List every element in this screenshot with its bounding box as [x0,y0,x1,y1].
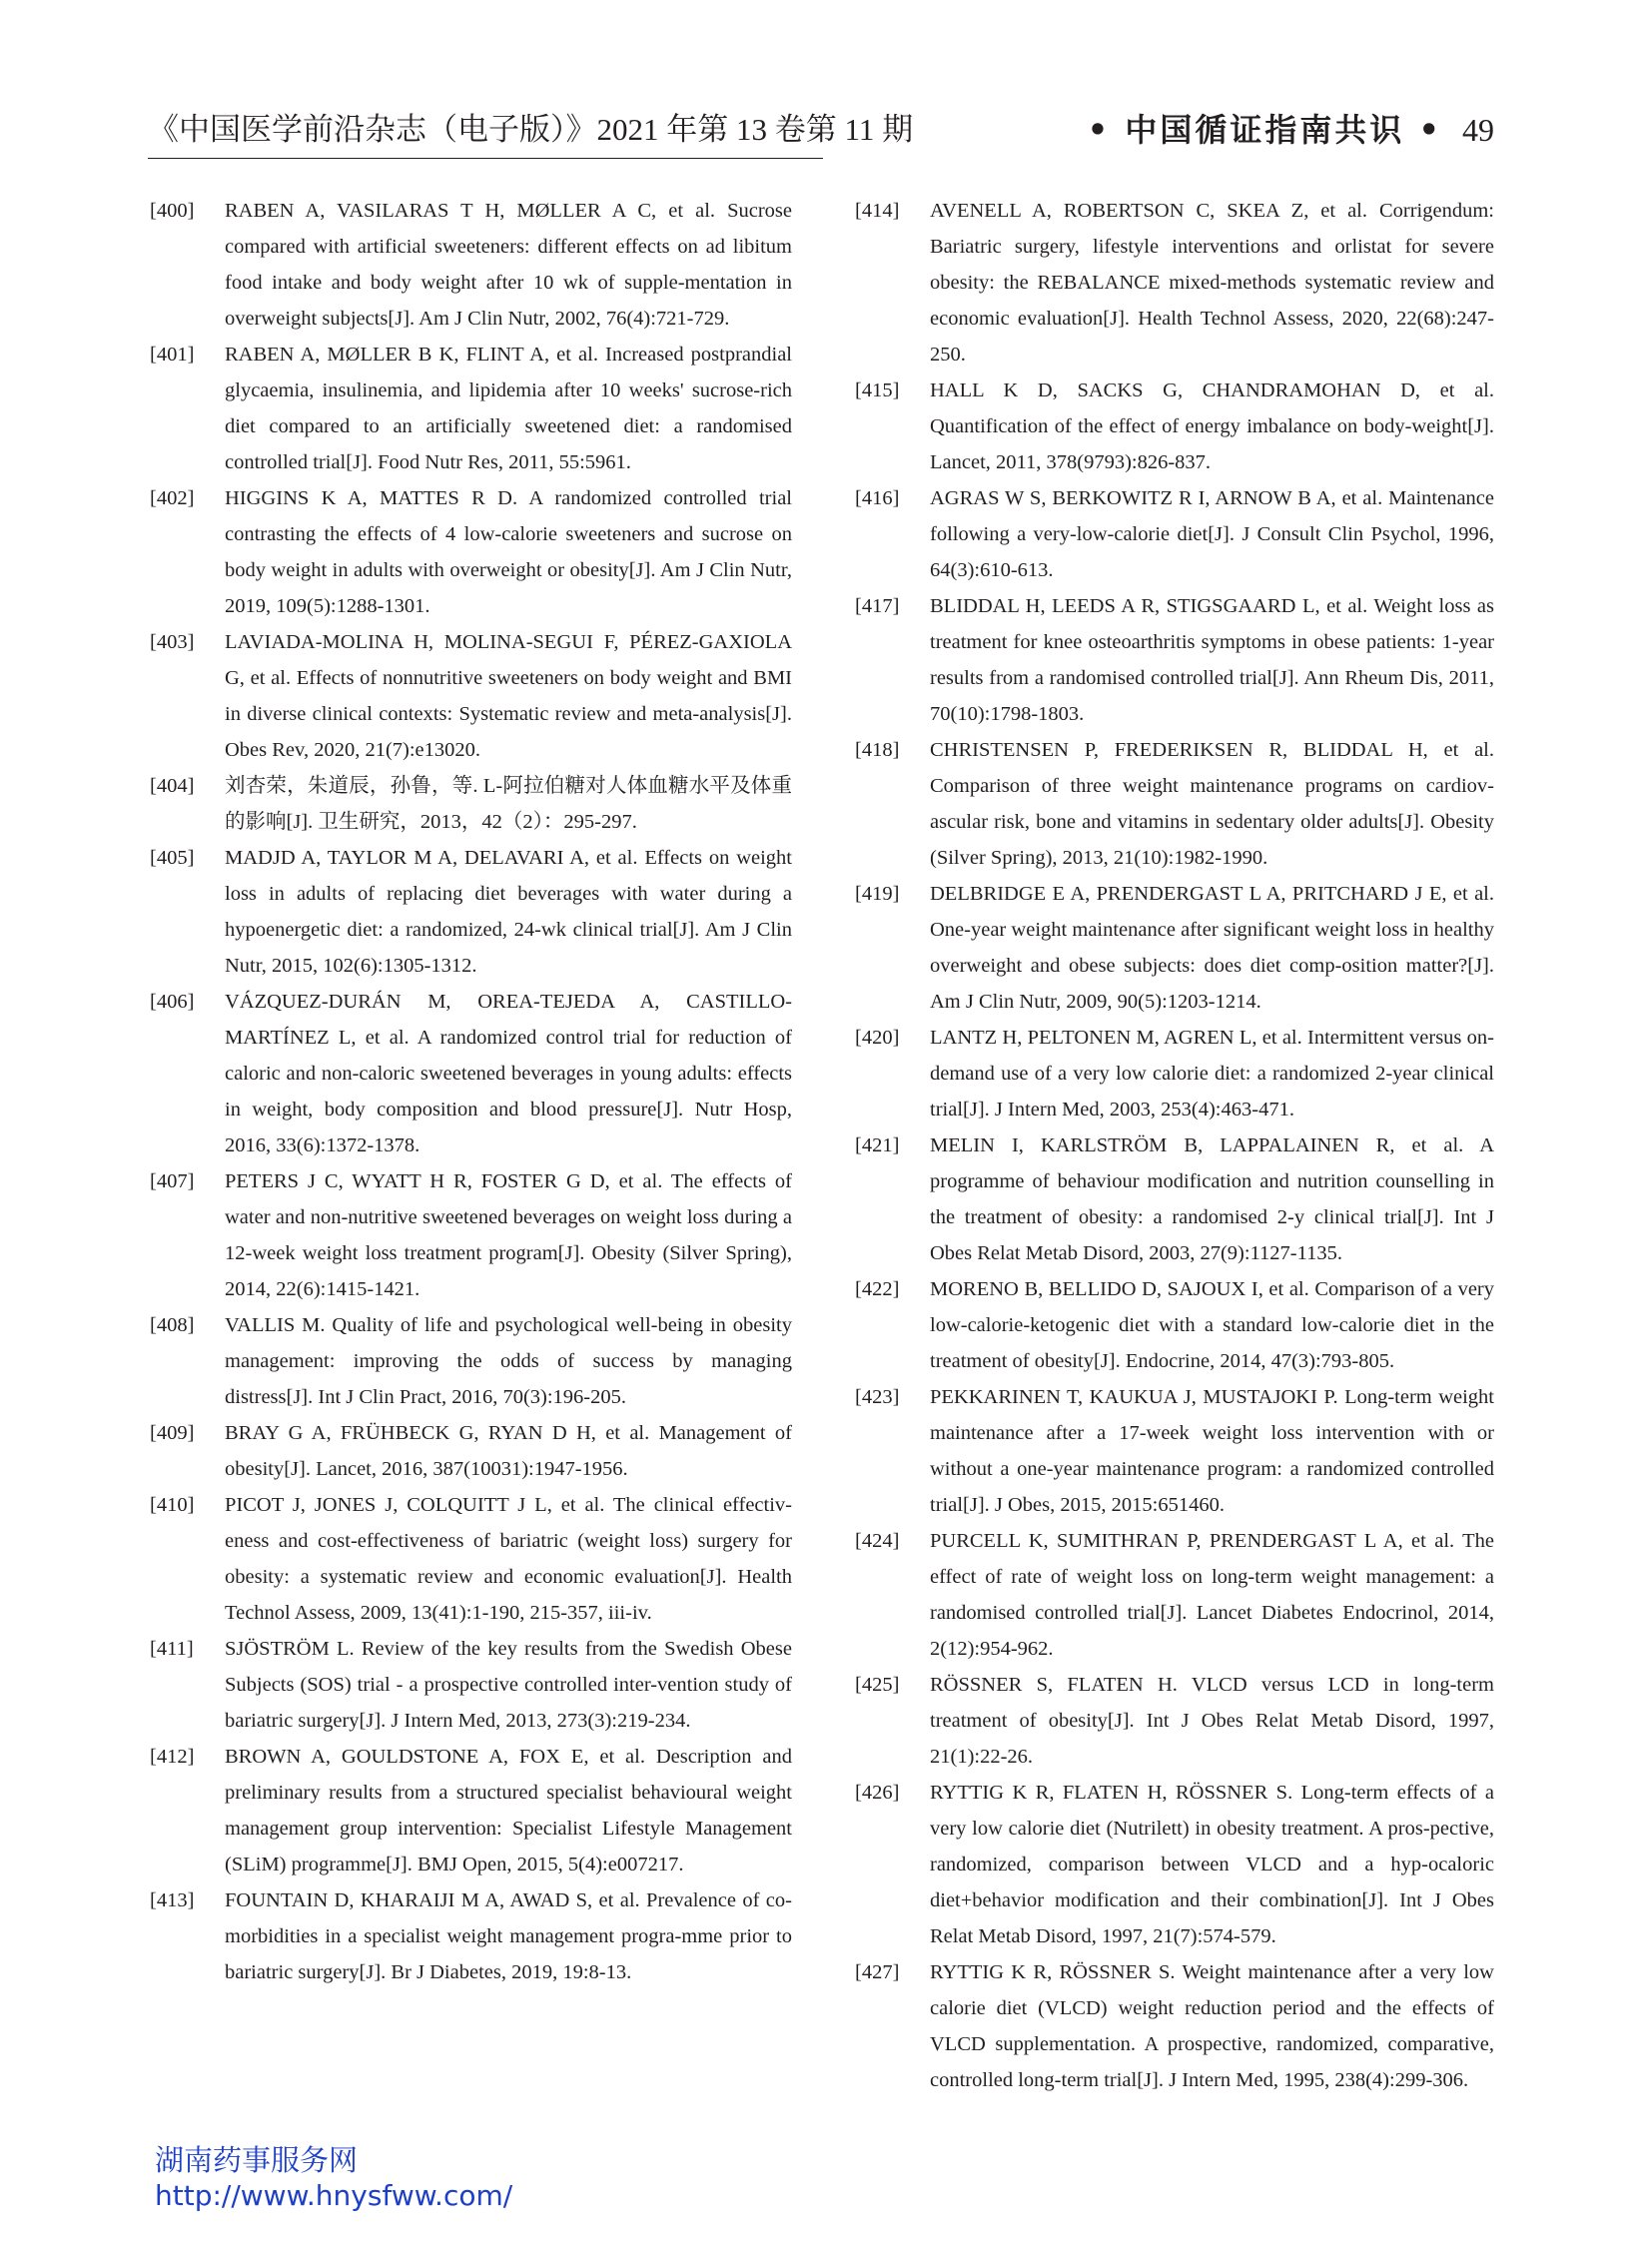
reference-text: RYTTIG K R, RÖSSNER S. Weight maintenance after a very low calorie diet (VLCD) weight reduction period and the effects of VLCD supplementation. A prospective, randomized, comparative, controlled long-term trial[J]. J Intern Med, 1995, 238(4):299-306. [930,1961,1494,2091]
reference-item [150,1163,792,1307]
reference-item [150,1739,792,1882]
reference-item [150,984,792,1163]
header-rule [148,158,823,159]
reference-column-right [855,193,1494,2098]
reference-item [150,1882,792,1990]
reference-text: HIGGINS K A, MATTES R D. A randomized controlled trial contrasting the effects of 4 low-calorie sweeteners and sucrose on body weight in adults with overweight or obesity[J]. Am J Clin Nutr, 2019, 109(5):1288-1301. [225,487,792,617]
reference-number: [427] [855,1961,900,1983]
reference-item [855,1127,1494,1271]
reference-number: [421] [855,1134,900,1156]
reference-text: LAVIADA-MOLINA H, MOLINA-SEGUI F, PÉREZ-GAXIOLA G, et al. Effects of nonnutritive sweeteners on body weight and BMI in diverse clinical contexts: Systematic review and meta-analysis[J]. Obes Rev, 2020, 21(7):e13020. [225,631,792,761]
section-title: • 中国循证指南共识 • [1087,111,1442,149]
reference-text: LANTZ H, PELTONEN M, AGREN L, et al. Intermittent versus on-demand use of a very low calorie diet: a randomized 2-year clinical trial[J]. J Intern Med, 2003, 253(4):463-471. [930,1027,1494,1120]
reference-item [855,1379,1494,1523]
reference-item [150,480,792,624]
reference-text: RYTTIG K R, FLATEN H, RÖSSNER S. Long-term effects of a very low calorie diet (Nutrilett) in obesity treatment. A pros-pective, randomized, comparison between VLCD and a hyp-ocaloric diet+behavior modification and their combination[J]. Int J Obes Relat Metab Disord, 1997, 21(7):574-579. [930,1782,1494,1947]
reference-column-left [150,193,792,1990]
reference-item [855,1775,1494,1954]
reference-text: VALLIS M. Quality of life and psychological well-being in obesity management: improving the odds of success by managing distress[J]. Int J Clin Pract, 2016, 70(3):196-205. [225,1314,792,1408]
reference-text: SJÖSTRÖM L. Review of the key results from the Swedish Obese Subjects (SOS) trial - a prospective controlled inter-vention study of bariatric surgery[J]. J Intern Med, 2013, 273(3):219-234. [225,1638,792,1732]
reference-text: 刘杏荣，朱道辰，孙鲁，等. L-阿拉伯糖对人体血糖水平及体重的影响[J]. 卫生研究，2013，42（2）：295-297. [225,775,792,833]
reference-number: [412] [150,1746,195,1768]
page-header [148,108,1494,158]
reference-item [855,1271,1494,1379]
reference-item [855,373,1494,480]
reference-number: [402] [150,487,195,509]
reference-number: [409] [150,1422,195,1444]
reference-item [855,480,1494,588]
reference-number: [406] [150,991,195,1013]
reference-text: BRAY G A, FRÜHBECK G, RYAN D H, et al. Management of obesity[J]. Lancet, 2016, 387(10031):1947-1956. [225,1422,792,1480]
reference-number: [401] [150,344,195,366]
reference-number: [425] [855,1674,900,1696]
reference-number: [417] [855,595,900,617]
reference-text: RÖSSNER S, FLATEN H. VLCD versus LCD in long-term treatment of obesity[J]. Int J Obes Relat Metab Disord, 1997, 21(1):22-26. [930,1674,1494,1768]
reference-item [855,732,1494,876]
reference-number: [419] [855,883,900,905]
reference-item [855,1523,1494,1667]
reference-item [150,1415,792,1487]
site-url-link[interactable]: http://www.hnysfww.com/ [155,2179,513,2212]
reference-text: FOUNTAIN D, KHARAIJI M A, AWAD S, et al. Prevalence of co-morbidities in a specialist weight management progra-mme prior to bariatric surgery[J]. Br J Diabetes, 2019, 19:8-13. [225,1889,792,1983]
reference-number: [405] [150,847,195,869]
reference-item [150,1487,792,1631]
reference-number: [413] [150,1889,195,1911]
reference-number: [423] [855,1386,900,1408]
reference-item [855,1667,1494,1775]
reference-text: CHRISTENSEN P, FREDERIKSEN R, BLIDDAL H, et al. Comparison of three weight maintenance programs on cardiov-ascular risk, bone and vitamins in sedentary older adults[J]. Obesity (Silver Spring), 2013, 21(10):1982-1990. [930,739,1494,869]
reference-text: AGRAS W S, BERKOWITZ R I, ARNOW B A, et al. Maintenance following a very-low-calorie diet[J]. J Consult Clin Psychol, 1996, 64(3):610-613. [930,487,1494,581]
reference-number: [400] [150,200,195,222]
reference-text: PETERS J C, WYATT H R, FOSTER G D, et al. The effects of water and non-nutritive sweetened beverages on weight loss during a 12-week weight loss treatment program[J]. Obesity (Silver Spring), 2014, 22(6):1415-1421. [225,1170,792,1300]
reference-item [855,1954,1494,2098]
reference-number: [415] [855,379,900,401]
reference-item [855,193,1494,373]
reference-text: BROWN A, GOULDSTONE A, FOX E, et al. Description and preliminary results from a structured specialist behavioural weight management group intervention: Specialist Lifestyle Management (SLiM) programme[J]. BMJ Open, 2015, 5(4):e007217. [225,1746,792,1875]
reference-text: MELIN I, KARLSTRÖM B, LAPPALAINEN R, et al. A programme of behaviour modification and nutrition counselling in the treatment of obesity: a randomised 2-y clinical trial[J]. Int J Obes Relat Metab Disord, 2003, 27(9):1127-1135. [930,1134,1494,1264]
page-number: 49 [1462,112,1494,148]
reference-text: BLIDDAL H, LEEDS A R, STIGSGAARD L, et al. Weight loss as treatment for knee osteoarthritis symptoms in obese patients: 1-year results from a randomised controlled trial[J]. Ann Rheum Dis, 2011, 70(10):1798-1803. [930,595,1494,725]
reference-text: RABEN A, MØLLER B K, FLINT A, et al. Increased postprandial glycaemia, insulinemia, and lipidemia after 10 weeks' sucrose-rich diet compared to an artificially sweetened diet: a randomised controlled trial[J]. Food Nutr Res, 2011, 55:5961. [225,344,792,473]
reference-text: DELBRIDGE E A, PRENDERGAST L A, PRITCHARD J E, et al. One-year weight maintenance after significant weight loss in healthy overweight and obese subjects: does diet comp-osition matter?[J]. Am J Clin Nutr, 2009, 90(5):1203-1214. [930,883,1494,1013]
reference-item [150,1307,792,1415]
reference-number: [424] [855,1530,900,1552]
site-name: 湖南药事服务网 [155,2143,359,2177]
watermark [155,2142,512,2214]
reference-number: [418] [855,739,900,761]
reference-item [855,1020,1494,1127]
reference-text: AVENELL A, ROBERTSON C, SKEA Z, et al. Corrigendum: Bariatric surgery, lifestyle interventions and orlistat for severe obesity: the REBALANCE mixed-methods systematic review and economic evaluation[J]. Health Technol Assess, 2020, 22(68):247-250. [930,200,1494,366]
reference-item [855,876,1494,1020]
reference-text: VÁZQUEZ-DURÁN M, OREA-TEJEDA A, CASTILLO-MARTÍNEZ L, et al. A randomized control trial for reduction of caloric and non-caloric sweetened beverages in young adults: effects in weight, body composition and blood pressure[J]. Nutr Hosp, 2016, 33(6):1372-1378. [225,991,792,1156]
reference-number: [408] [150,1314,195,1336]
reference-text: PURCELL K, SUMITHRAN P, PRENDERGAST L A, et al. The effect of rate of weight loss on long-term weight management: a randomised controlled trial[J]. Lancet Diabetes Endocrinol, 2014, 2(12):954-962. [930,1530,1494,1660]
reference-item [150,1631,792,1739]
reference-text: RABEN A, VASILARAS T H, MØLLER A C, et al. Sucrose compared with artificial sweeteners: different effects on ad libitum food intake and body weight after 10 wk of supple-mentation in overweight subjects[J]. Am J Clin Nutr, 2002, 76(4):721-729. [225,200,792,330]
reference-number: [403] [150,631,195,653]
reference-item [150,768,792,840]
reference-number: [420] [855,1027,900,1049]
reference-text: PICOT J, JONES J, COLQUITT J L, et al. The clinical effectiv-eness and cost-effectiveness of bariatric (weight loss) surgery for obesity: a systematic review and economic evaluation[J]. Health Technol Assess, 2009, 13(41):1-190, 215-357, iii-iv. [225,1494,792,1624]
reference-text: MORENO B, BELLIDO D, SAJOUX I, et al. Comparison of a very low-calorie-ketogenic diet with a standard low-calorie diet in the treatment of obesity[J]. Endocrine, 2014, 47(3):793-805. [930,1278,1494,1372]
reference-item [150,624,792,768]
reference-item [150,337,792,480]
reference-number: [414] [855,200,900,222]
reference-number: [426] [855,1782,900,1804]
reference-text: HALL K D, SACKS G, CHANDRAMOHAN D, et al. Quantification of the effect of energy imbalance on body-weight[J]. Lancet, 2011, 378(9793):826-837. [930,379,1494,473]
reference-item [150,193,792,337]
reference-item [150,840,792,984]
reference-number: [416] [855,487,900,509]
reference-item [855,588,1494,732]
reference-number: [411] [150,1638,194,1660]
reference-text: MADJD A, TAYLOR M A, DELAVARI A, et al. Effects on weight loss in adults of replacing diet beverages with water during a hypoenergetic diet: a randomized, 24-wk clinical trial[J]. Am J Clin Nutr, 2015, 102(6):1305-1312. [225,847,792,977]
reference-text: PEKKARINEN T, KAUKUA J, MUSTAJOKI P. Long-term weight maintenance after a 17-week weight loss intervention with or without a one-year maintenance program: a randomized controlled trial[J]. J Obes, 2015, 2015:651460. [930,1386,1494,1516]
reference-number: [404] [150,775,195,797]
reference-number: [422] [855,1278,900,1300]
reference-number: [407] [150,1170,195,1192]
journal-title: 《中国医学前沿杂志（电子版）》2021 年第 13 卷第 11 期 [148,112,914,147]
reference-number: [410] [150,1494,195,1516]
